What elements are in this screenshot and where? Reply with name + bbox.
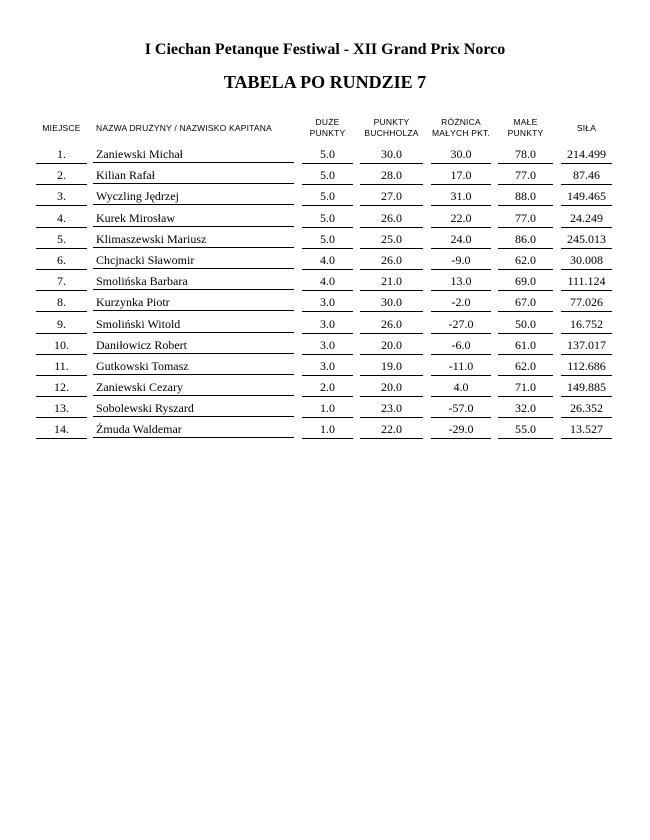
- cell-small-points: 77.0: [498, 210, 553, 228]
- cell-buchholz: 23.0: [360, 400, 423, 418]
- header-place: MIEJSCE: [42, 122, 81, 133]
- cell-big-points: 5.0: [302, 231, 353, 249]
- cell-diff: 31.0: [431, 188, 491, 206]
- header-buchholz: PUNKTY BUCHHOLZA: [364, 117, 419, 138]
- cell-strength: 77.026: [561, 294, 612, 312]
- cell-strength: 111.124: [561, 273, 612, 291]
- cell-team-name: Chcjnacki Sławomir: [93, 252, 294, 269]
- cell-diff: -11.0: [431, 358, 491, 376]
- table-row: [36, 337, 612, 358]
- cell-buchholz: 21.0: [360, 273, 423, 291]
- cell-big-points: 5.0: [302, 167, 353, 185]
- cell-buchholz: 22.0: [360, 421, 423, 439]
- cell-place: 4.: [36, 210, 87, 228]
- cell-team-name: Daniłowicz Robert: [93, 337, 294, 354]
- cell-diff: 13.0: [431, 273, 491, 291]
- cell-diff: -2.0: [431, 294, 491, 312]
- cell-team-name: Wyczling Jędrzej: [93, 188, 294, 205]
- header-diff: RÓŻNICA MAŁYCH PKT.: [432, 117, 490, 138]
- cell-team-name: Gutkowski Tomasz: [93, 358, 294, 375]
- cell-diff: -57.0: [431, 400, 491, 418]
- cell-team-name: Zaniewski Michał: [93, 146, 294, 163]
- cell-team-name: Kurek Mirosław: [93, 210, 294, 227]
- table-row: [36, 358, 612, 379]
- cell-place: 13.: [36, 400, 87, 418]
- table-row: [36, 231, 612, 252]
- header-strength: SIŁA: [576, 122, 597, 133]
- table-row: [36, 188, 612, 209]
- cell-big-points: 5.0: [302, 188, 353, 206]
- table-row: [36, 400, 612, 421]
- cell-buchholz: 26.0: [360, 316, 423, 334]
- table-row: [36, 379, 612, 400]
- cell-place: 7.: [36, 273, 87, 291]
- cell-small-points: 62.0: [498, 252, 553, 270]
- cell-buchholz: 26.0: [360, 252, 423, 270]
- cell-place: 9.: [36, 316, 87, 334]
- cell-place: 2.: [36, 167, 87, 185]
- cell-big-points: 5.0: [302, 146, 353, 164]
- cell-small-points: 67.0: [498, 294, 553, 312]
- cell-big-points: 5.0: [302, 210, 353, 228]
- cell-team-name: Smolińska Barbara: [93, 273, 294, 290]
- cell-team-name: Zaniewski Cezary: [93, 379, 294, 396]
- cell-big-points: 3.0: [302, 358, 353, 376]
- cell-buchholz: 26.0: [360, 210, 423, 228]
- cell-buchholz: 27.0: [360, 188, 423, 206]
- table-row: [36, 421, 612, 442]
- cell-big-points: 2.0: [302, 379, 353, 397]
- table-row: [36, 316, 612, 337]
- cell-strength: 245.013: [561, 231, 612, 249]
- cell-team-name: Sobolewski Ryszard: [93, 400, 294, 417]
- cell-small-points: 86.0: [498, 231, 553, 249]
- cell-strength: 30.008: [561, 252, 612, 270]
- header-small-points: MAŁE PUNKTY: [507, 117, 544, 138]
- table-row: [36, 210, 612, 231]
- cell-big-points: 3.0: [302, 294, 353, 312]
- cell-buchholz: 19.0: [360, 358, 423, 376]
- cell-buchholz: 20.0: [360, 337, 423, 355]
- cell-big-points: 4.0: [302, 252, 353, 270]
- cell-small-points: 77.0: [498, 167, 553, 185]
- cell-buchholz: 30.0: [360, 146, 423, 164]
- cell-diff: -27.0: [431, 316, 491, 334]
- table-row: [36, 167, 612, 188]
- cell-strength: 137.017: [561, 337, 612, 355]
- cell-team-name: Żmuda Waldemar: [93, 421, 294, 438]
- cell-diff: 22.0: [431, 210, 491, 228]
- cell-strength: 112.686: [561, 358, 612, 376]
- cell-small-points: 32.0: [498, 400, 553, 418]
- cell-place: 6.: [36, 252, 87, 270]
- table-title: TABELA PO RUNDZIE 7: [223, 72, 427, 92]
- page-title: I Ciechan Petanque Festiwal - XII Grand Prix Norco: [144, 41, 506, 58]
- cell-team-name: Kilian Rafał: [93, 167, 294, 184]
- cell-strength: 13.527: [561, 421, 612, 439]
- cell-small-points: 78.0: [498, 146, 553, 164]
- cell-small-points: 55.0: [498, 421, 553, 439]
- cell-strength: 149.885: [561, 379, 612, 397]
- cell-big-points: 1.0: [302, 421, 353, 439]
- cell-buchholz: 28.0: [360, 167, 423, 185]
- cell-buchholz: 20.0: [360, 379, 423, 397]
- cell-place: 10.: [36, 337, 87, 355]
- cell-small-points: 69.0: [498, 273, 553, 291]
- header-big-points: DUŻE PUNKTY: [309, 117, 346, 138]
- cell-big-points: 1.0: [302, 400, 353, 418]
- cell-small-points: 62.0: [498, 358, 553, 376]
- cell-team-name: Smoliński Witold: [93, 316, 294, 333]
- table-row: [36, 273, 612, 294]
- header-team: NAZWA DRUŻYNY / NAZWISKO KAPITANA: [96, 122, 272, 133]
- cell-buchholz: 25.0: [360, 231, 423, 249]
- cell-place: 12.: [36, 379, 87, 397]
- table-row: [36, 146, 612, 167]
- cell-diff: -29.0: [431, 421, 491, 439]
- cell-big-points: 3.0: [302, 337, 353, 355]
- cell-strength: 16.752: [561, 316, 612, 334]
- cell-strength: 26.352: [561, 400, 612, 418]
- cell-team-name: Klimaszewski Mariusz: [93, 231, 294, 248]
- table-header: [36, 110, 612, 146]
- cell-team-name: Kurzynka Piotr: [93, 294, 294, 311]
- cell-big-points: 3.0: [302, 316, 353, 334]
- cell-small-points: 71.0: [498, 379, 553, 397]
- cell-strength: 24.249: [561, 210, 612, 228]
- cell-strength: 214.499: [561, 146, 612, 164]
- cell-place: 11.: [36, 358, 87, 376]
- cell-diff: 4.0: [431, 379, 491, 397]
- cell-diff: -6.0: [431, 337, 491, 355]
- table-body: [36, 146, 612, 443]
- cell-small-points: 61.0: [498, 337, 553, 355]
- cell-place: 3.: [36, 188, 87, 206]
- cell-place: 14.: [36, 421, 87, 439]
- cell-buchholz: 30.0: [360, 294, 423, 312]
- cell-place: 8.: [36, 294, 87, 312]
- cell-place: 5.: [36, 231, 87, 249]
- cell-diff: 30.0: [431, 146, 491, 164]
- cell-diff: -9.0: [431, 252, 491, 270]
- cell-small-points: 88.0: [498, 188, 553, 206]
- cell-place: 1.: [36, 146, 87, 164]
- cell-strength: 87.46: [561, 167, 612, 185]
- table-row: [36, 294, 612, 315]
- cell-strength: 149.465: [561, 188, 612, 206]
- cell-diff: 24.0: [431, 231, 491, 249]
- cell-small-points: 50.0: [498, 316, 553, 334]
- table-row: [36, 252, 612, 273]
- standings-table: [36, 110, 612, 443]
- cell-big-points: 4.0: [302, 273, 353, 291]
- cell-diff: 17.0: [431, 167, 491, 185]
